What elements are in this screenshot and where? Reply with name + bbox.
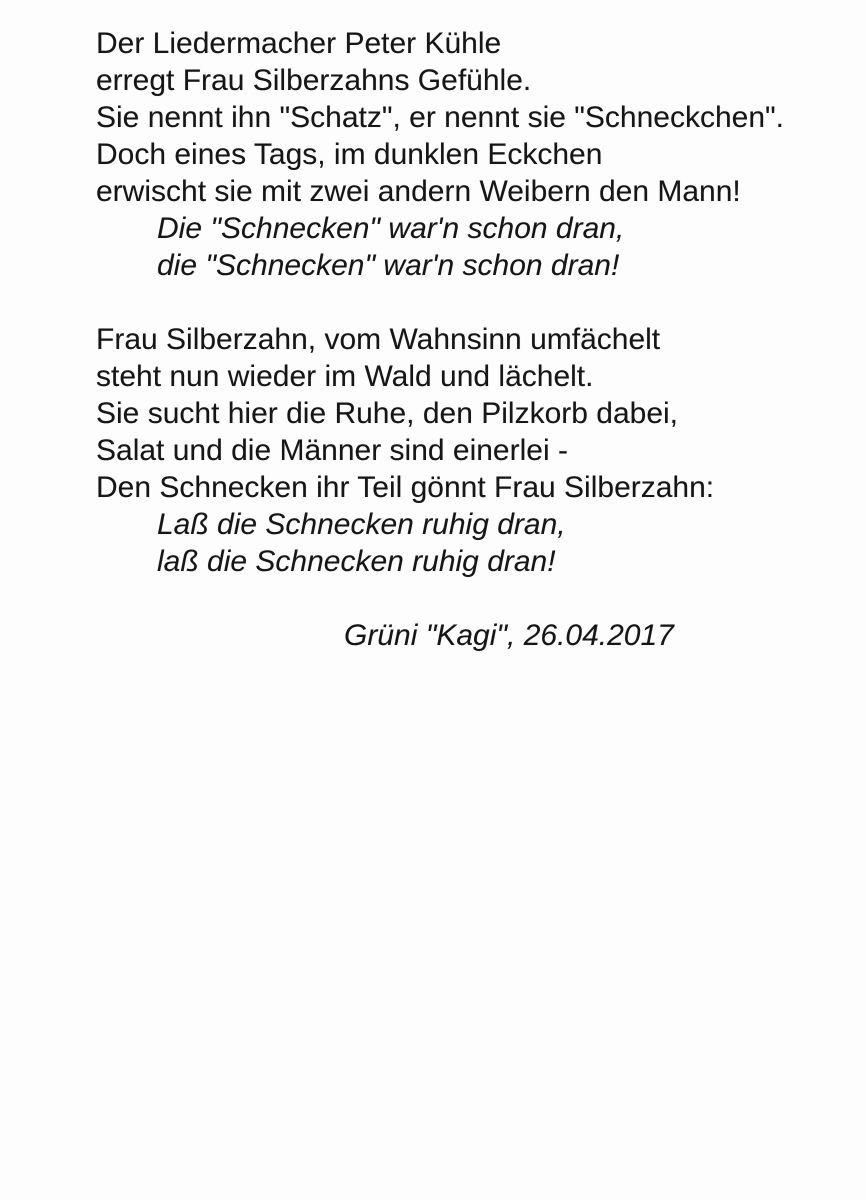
stanza-1 [96,25,866,284]
poem-refrain-line: Laß die Schnecken ruhig dran, [157,508,566,541]
poem-line: steht nun wieder im Wald und lächelt. [96,360,594,393]
poem-refrain-line: die "Schnecken" war'n schon dran! [157,249,620,282]
poem-refrain-line: Die "Schnecken" war'n schon dran, [157,212,625,245]
poem-line: Den Schnecken ihr Teil gönnt Frau Silberzahn: [96,471,715,504]
poem-line: Frau Silberzahn, vom Wahnsinn umfächelt [96,323,661,356]
poem-line: erregt Frau Silberzahns Gefühle. [96,64,532,97]
stanza-gap [96,580,866,617]
poem-line: Salat und die Männer sind einerlei - [96,434,568,467]
poem-line: erwischt sie mit zwei andern Weibern den Mann! [96,175,741,208]
stanza-gap [96,284,866,321]
poem-refrain-line: laß die Schnecken ruhig dran! [157,545,556,578]
attribution-line: Grüni "Kagi", 26.04.2017 [344,619,674,652]
poem-line: Sie sucht hier die Ruhe, den Pilzkorb dabei, [96,397,679,430]
poem-line: Doch eines Tags, im dunklen Eckchen [96,138,603,171]
poem-line: Der Liedermacher Peter Kühle [96,27,502,60]
poem-line: Sie nennt ihn "Schatz", er nennt sie "Schneckchen". [96,101,785,134]
stanza-2 [96,321,866,580]
